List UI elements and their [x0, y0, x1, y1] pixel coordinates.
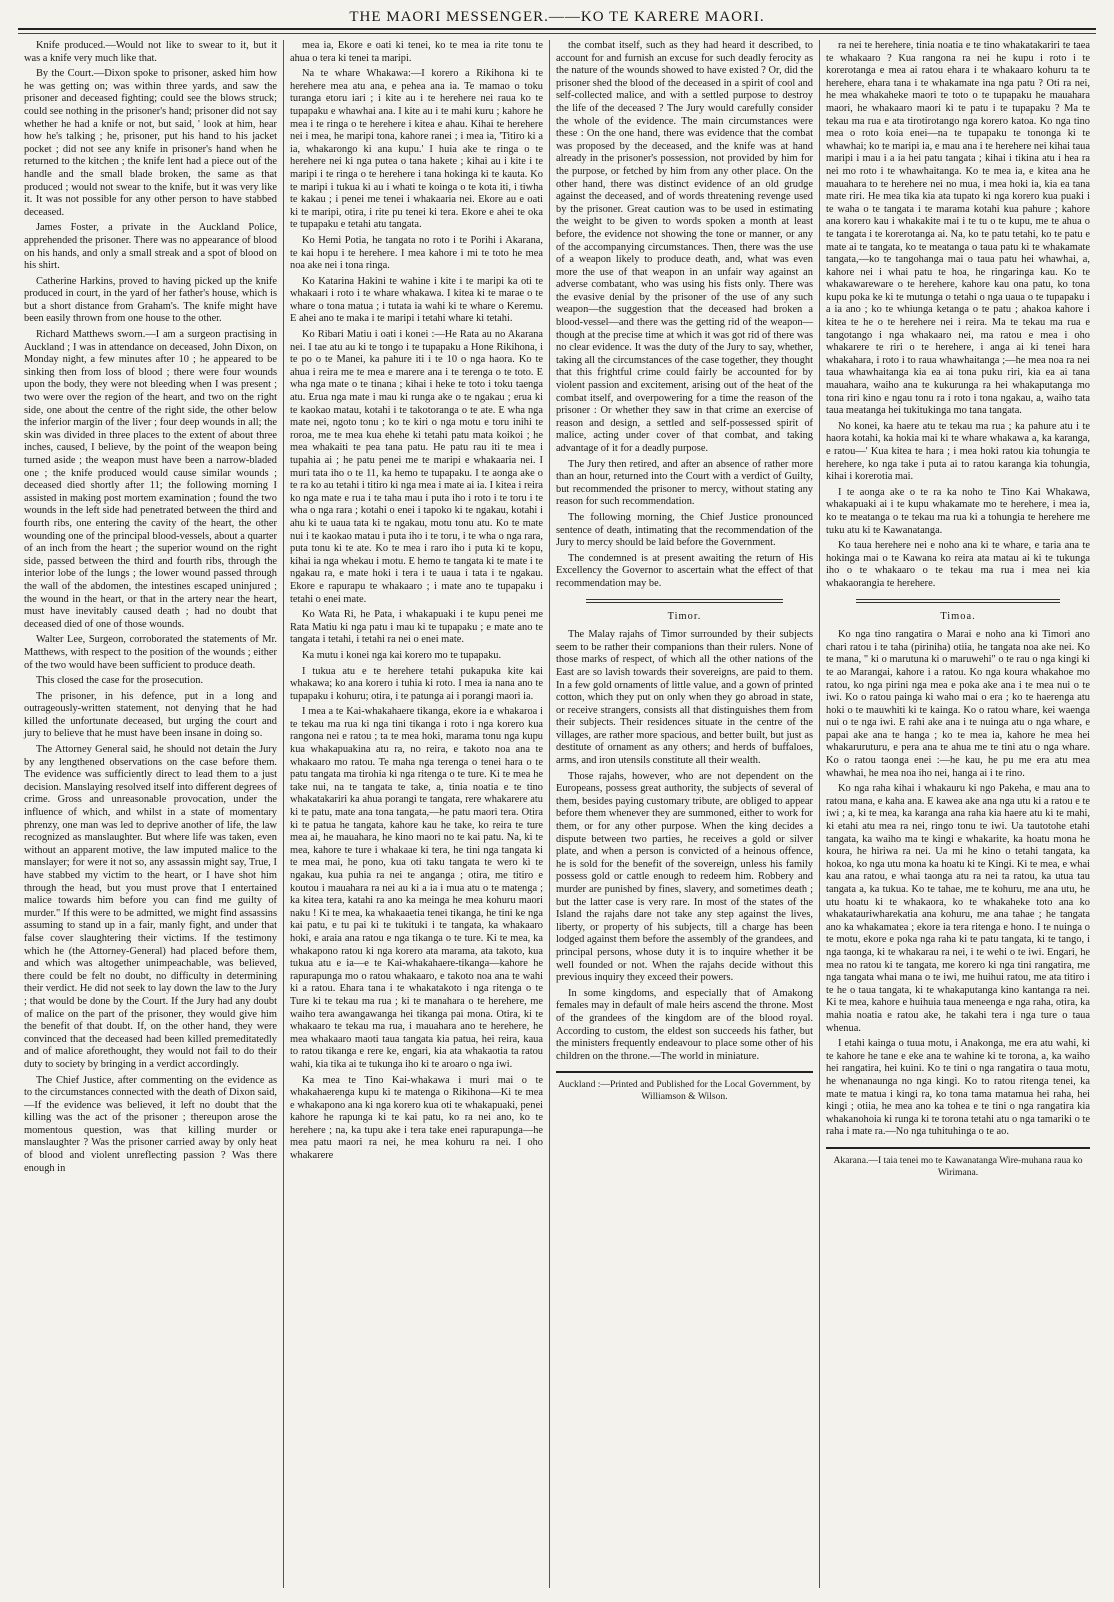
article-paragraph: Ko Ribari Matiu i oati i konei :—He Rata au no Akarana nei. I tae atu au ki te tongo i te tupapaku a Hone Rikihona, i te po o te Manei, ka pahure iti i te 10 o nga haora. Ko te ahua i reira me te mea e marere ana i te terenga o te toto. E wha nga mate o te tinana ; kihai i heke te toto i toku taenga atu. Erua nga mate i mau ki runga ake o te ngakau ; erua ki te kaokao matau, kotahi i te takotoranga o te ate. E wha nga mate nei, ngoto tonu ; ko te kiri o nga motu e toru inihi te roroa, me te mea kua ehehe ki tetahi patu mata koikoi ; he mea whakaiti te pea tana patu. He patu rau iti te mea i tupahia ai ; he patu penei me te maripi e whakaaria nei. I muri tata iho o te 11, ka hemo te tupapaku. I te aonga ake o te ra ko au tetahi i titiro ki nga mea i mate ai ia. I kitea i reira ko nga mate e rua i te taha mau i puta iho i roto i te toru i te wha o nga rara ; kotahi o enei i tapoko ki te ngakau, kotahi i ahu ki te uaua tata ki te ngakau, motu tonu atu. Ko te mate nui i te kaokao matau i puta iho i te toru, i te wha o nga rara, puta tonu ki te ate. Ko te mea i raro iho i puta ki te kopu, kihai ia nga whekau i motu. E hemo te tangata ki te mate i te ngakau ra, e mate hoki i tera i te uaua i tata i te ngakau. Ekore e rapurapu te whakaaro ; i mate ano te tupapaku i tetahi o enei mate.	[290, 329, 543, 605]
article-paragraph: I etahi kainga o tuua motu, i Anakonga, me era atu wahi, ki te kahore he tane e eke ana te wahine ki te torona, a, ka waiho hei rangatira, hei kuini. Ko te tini o nga rangatira o taua motu, he whenanaunga no nga kingi. Ko to ratou ritenga tenei, ka mate te matua i kingi ra, ko tona tama matamua hei raha, hei kingi ; otiia, he mea ano ka tohea e te tini o nga rangatira kia whakanohoia ki runga ki te torona tetahi atu o nga tamariki o te raha i mate ra.—No nga tuhituhinga o te ao.	[826, 1038, 1090, 1138]
article-paragraph: Catherine Harkins, proved to having picked up the knife produced in court, in the yard of her father's house, which is but a short distance from Graham's. The knife might have been easily thrown from one house to the other.	[24, 275, 277, 325]
article-paragraph: The Chief Justice, after commenting on the evidence as to the circumstances connected with the death of Dixon said,—If the evidence was believed, it left no doubt that the killing was the act of the prisoner ; thereupon arose the momentous question, was that killing murder or manslaughter ? Was the prisoner carried away by only heat of blood and violent unreflecting passion ? Was there enough in	[24, 1074, 277, 1174]
printer-imprint: Akarana.—I taia tenei mo te Kawanatanga Wire-muhana raua ko Wirimana.	[826, 1147, 1090, 1179]
article-paragraph: The Malay rajahs of Timor surrounded by their subjects seem to be rather their companions than their rulers. None of those marks of respect, of which all the other nations of the East are so lavish towards their sovereigns, are paid to them. In a few gold ornaments of little value, and a gown of printed cotton, which they put on only when they go abroad in state, or receive strangers, consists all that distinguishes them from their subjects. Their residences situate in the centre of the villages, are rather more spacious, and better built, but just as destitute of ornament as any others; and herds of buffaloes, arms, and iron utensils constitute all their wealth.	[556, 629, 813, 767]
article-paragraph: James Foster, a private in the Auckland Police, apprehended the prisoner. There was no appearance of blood on his hands, and only a small streak and a spot of blood on his shirt.	[24, 222, 277, 272]
article-paragraph: mea ia, Ekore e oati ki tenei, ko te mea ia rite tonu te ahua o tera ki tenei ta maripi.	[290, 40, 543, 64]
article-paragraph: The Attorney General said, he should not detain the Jury by any lengthened observations on the case before them. The evidence was sufficiently direct to lead them to a just decision. Manslaying resolved itself into different degrees of crime. Gross and unreasonable provocation, under the influence of which, and whilst in a state of momentary phrenzy, one man was led to deprive another of life, the law recognized as manslaughter. But where life was taken, even without an apparent motive, the law imputed malice to the manslayer; for were it not so, any assassin might say, True, I have stabbed my victim to the heart, or I have shot him through the head, but you must prove that I entertained malice towards him before you can find me guilty of murder." If this were to be admitted, we might find assassins assuming to stand up in a fair, manly fight, and under that false cover slaughtering their victims. If the testimony which he (the Attorney-General) had placed before them, and which was altogether unimpeachable, was believed, there could be felt no doubt, no difficulty in determining their verdict. He did not seek to lay down the law to the Jury ; that would be done by the Court. If the Jury had any doubt of malice on the part of the prisoner, they would give him the benefit of that doubt. If, on the other hand, they were convinced that the deceased had been killed premeditatedly and of malice aforethought, they would not fail to do their duty to society by bringing in a verdict accordingly.	[24, 744, 277, 1070]
article-paragraph: Those rajahs, however, who are not dependent on the Europeans, possess great authority, the subjects of several of them, besides paying customary tribute, are obliged to appear before them whenever they are summoned, either to work for them, or for any other purpose. When the king decides a dispute between two parties, he receives a gold or silver plate, and when a person is convicted of a heinous offence, he is sold for the benefit of the sovereign, unless his family possess gold or cattle enough to redeem him. Robbery and murder are punished by fines, slavery, and sometimes death ; but the latter case is very rare. In most of the states of the Island the rajahs dare not take any step against the lives, liberty, or property of his subjects, till a charge has been lodged against them before the assembly of the grandees, and principal persons, whose duty it is to inquire whether it be well founded or not. When the rajahs decide without this previous inquiry they exceed their powers.	[556, 770, 813, 984]
article-paragraph: I tukua atu e te herehere tetahi pukapuka kite kai whakawa; ko ana korero i tuhia ki roto. I mea ia nana ano te tupapaku i kohuru; otira, i te patunga ai i porangi maori ia.	[290, 665, 543, 702]
masthead-rule	[18, 30, 1096, 34]
column-4	[820, 40, 1096, 1588]
column-3	[550, 40, 820, 1588]
article-paragraph: Ko nga tino rangatira o Marai e noho ana ki Timori ano chari ratou i te taha (piriniha) otiia, he tangata noa ake nei. Ko te mana, " ki o marutuna ki o maruwehi" o te rau o nga kingi ki te ao Marangai, kahore i a ratou. Ko nga koura whakahoe mo ratou, ko nga pirini nga mea e poka ake ana i te mea nui o te iwi. Ko o ratou painga ki waho mai o era ; ko te haerenga atu hoki o te mauwhiti ki te kainga. Ko o ratou whare, kei waenga nui o te nga iwi. E rahi ake ana i te nuinga atu o nga whare, e papai ake ana te hanga ; ko te mea ia, kahore he mea hei whakaruruturu, e pera ana te ahua me te tini atu o nga whare. Ko o ratou taonga enei :—he kau, he pu me era atu mea whawhai, he mea noa iho nei, hanga ai i te rino.	[826, 629, 1090, 779]
article-paragraph: Ko Hemi Potia, he tangata no roto i te Porihi i Akarana, te kai hopu i te herehere. I mea kahore i mi te toto he mea noa ake nei i tona ringa.	[290, 234, 543, 272]
article-paragraph: In some kingdoms, and especially that of Amakong females may in default of male heirs ascend the throne. Most of the grandees of the kingdom are of the blood royal. According to custom, the eldest son succeeds his father, but the ministers frequently endeavour to place some other of his children on the throne.—The world in miniature.	[556, 987, 813, 1062]
article-paragraph: I mea a te Kai-whakahaere tikanga, ekore ia e whakaroa i te tekau ma rua ki nga tini tikanga i roto i nga korero kua rangona nei e ratou ; ta te mea hoki, marama tonu nga kupu kua whakapuakina atu ra, no reira, e takoto noa ana te whakaaro mo ratou. Te maha nga terenga o tenei hara o te patu tangata ma tirohia ki nga ritenga o te ture. Ki te mea he take nui, na te tangata te take, a, tinia noatia e te tino whakatakariri ka ahua porangi te tangata, rere whakarere atu ki te patu, mate ana tona tangata,—he patu maori tera. Otira ki te patua he tangata, kahore kau he take, ko reira te ture mea ai, he mauahara, he kino maori no te kai patu. Na, ki te mea, kahore te ture i whakaae ki tera, he tini nga tangata ki te mea mai, he pono, kua oti taku tangata te wero ki te ngakau, kua puhia ra nei te anganga ; otira, me titiro e koutou i mauahara ra nei au ki a ia i mua atu o te matenga ; ka kitea tera, katahi ra ano ka meinga he mea kohuru maori naku ! Ki te mea, ka whakaaetia tenei tikanga, he tini ke nga kai patu, e tu pai ki te tukituki i te tangata, ka whakaaro hoki, e araia ana ratou e nga tikanga o te ture. Ki te mea, ka whakapono ratou ki nga korero ata marama, ata takoto, kua tukua atu e ia—e te Kai-whakahaere-tikanga—kahore he rapurapunga mo o ratou whakaaro, e takoto noa ana te wahi ki a ratou. Ehara tana i te whakatakoto i nga ritenga o te Ture ki te tekau ma rua ; ki te manahara o te herehere, me waiho tera awangawanga hei tikanga pai mona. Otira, ki te whakaaro te tekau ma rua, i mauahara ano te herehere, he mea whakaaro maoti taua tangata kia patua, hei reira, kaua to ratou tikanga e rere ke, engari, kia ata whakaotia ta ratou wahi, kia tika ai te tukunga iho ki te aroaro o nga iwi.	[290, 706, 543, 1070]
column-1	[18, 40, 284, 1588]
columns	[18, 40, 1096, 1588]
section-divider	[586, 599, 783, 603]
article-paragraph: No konei, ka haere atu te tekau ma rua ; ka pahure atu i te haora kotahi, ka hokia mai ki te whare whakawa a, ka karanga, e ratou—' Kua kitea te hara ; i mea hoki ratou kia tohungia te herehere, ko nga take i puta ai to ratou karanga kia tohungia, kihai i korerotia mai.	[826, 420, 1090, 483]
article-paragraph: The following morning, the Chief Justice pronounced sentence of death, intimating that the recommendation of the Jury to mercy should be laid before the Government.	[556, 511, 813, 549]
article-paragraph: Ka mea te Tino Kai-whakawa i muri mai o te whakahaerenga kupu ki te matenga o Rikihona—Ki te mea e whakapono ana ki nga korero kua oti te whakapuaki, penei kahore he rapunga ki te kai patu, ko ra nei ano, ko te herehere ; na, ka tupu ake i tera take enei rapurapunga—he mea patu maori ra nei, he mea kohuru ra nei. I oho whakarere	[290, 1074, 543, 1162]
article-paragraph: Ko Wata Ri, he Pata, i whakapuaki i te kupu penei me Rata Matiu ki nga patu i mau ki te tupapaku ; e mate ano te tangata i tetahi, i tetahi ra nei o enei mate.	[290, 609, 543, 646]
column-2	[284, 40, 550, 1588]
article-paragraph: ra nei te herehere, tinia noatia e te tino whakatakariri te taea te whakaaro ? Kua rangona ra nei he kupu i roto i te korerotanga e mea ai ratou ehara i te whakaaro kohuru ta te herehere, ehara tana i te whakamate ina nga patu ? Oti ra nei, he mea whakaheke maori te toto o te tupapaku he mauahara maori, he whakaaro maori ki te patu i te tupapaku ? Ma te tekau ma rua e ata tirotirotango nga korero katoa. Ko nga tino mea o roto koia enei—na te tupapaku te tononga ki te whawhai; ko te maripi ia, e mau ana i te herehere nei kihai taua maripi i mau i a ia hei patu tangata ; kihai i tikina atu i hea ra nei mo roto i te whawhaitanga. Ko te mea ia, e kitea ana he mauahara to te herehere nei no mua, i mea hoki ia, kia ea tana mate riri. He mea tika kia ata tupato ki nga korero kua puaki i te waha o te tangata i te marama kotahi kua pahure ; kahore ana korero kau i whakakite mai i te tu o te kupu, me te ahua o te tangata i te korerotanga ai. Na, ko te patu tetahi, ko te patu e mate ai te tangata, ko te meatanga o taua patu ki te whakamate tangata,—ko te tangohanga mai o taua patu hei whawhai, a, kahore nei i whai patu te hoa, he ringaringa kau. Ko te whakawareware o te herehere, kahore kau ona patu, ko tona kupu poka ke ki te mutunga o tetahi o nga uaua o te tupapaku i a ia ano ; ko te whiunga ketanga o te patu ; ahakoa kahore i kitea te he o te herehere nei i reira. Ma te tekau ma rua e tangotango i nga whakaaro nei, ma ratou e mea i oho whakarere te riri o te herehere, i anga ai ki tenei hara whakahara, i roto i to raua whawhaitanga ;—he mea noa ra nei taua whawhaitanga kia ea ai tona puku riri, kia ea ai tana mauahara, waiho ana te kukurunga ra hei whakaputanga mo tona riri kino e ngau tonu ra i roto i tona ngakau, a, waiho tata taua meatanga hei tukitukinga mo tana tangata.	[826, 40, 1090, 417]
printer-imprint: Auckland :—Printed and Published for the Local Government, by Williamson & Wilson.	[556, 1071, 813, 1103]
article-paragraph: Ko nga raha kihai i whakauru ki ngo Pakeha, e mau ana to ratou mana, e kaha ana. E kawea ake ana nga utu ki a ratou e te iwi ; a, ki te mea, ka karanga ana raha kia haere atu ki te mahi, ki etahi atu mea ra nei, ringo tonu te iwi. Ua tautotohe etahi tangata, ka waiho ma te kingi e whakarite, ka hoatu mona he koura, he hiriwa ra nei. Ua mi he kino o tetahi tangata, ka hokoa, ko nga utu mona ka hoatu ki te Kingi. Ki te mea, e whai kau ana ratou, e whai taonga atu ra nei ta ratou, ka utua tau tangata a, ka tukua. Ko te tahae, me te kohuru, me ana utu, he utu hoatu ki te whakaora, ko te whakaheke toto ana ko whakatauriwharekatia ana kohuru, me ana tahae ; he tangata ano ka whakamatea ; ekore ia tera ritenga e hono. I te nuinga o te motu, ekore e poka nga raha ki te patu tangata, ki te tango, i nga taonga, ki te whakarau ra nei, i te wehi o te iwi. Engari, he mea no ratou ki te tangata, me korero ki nga tini rangatira, me nga tangata whai mana o te iwi, me huihui ratou, me ata titiro i te he o taua tangata, ki te whakaputanga kino kantanga ra nei. Ki te mea, kahore e huihuia taua meneenga e nga raha, otira, ka mahia noatia e ratou ake, he takahi tera i nga ture o taua whenua.	[826, 783, 1090, 1034]
article-paragraph: the combat itself, such as they had heard it described, to account for and furnish an excuse for such deadly ferocity as the nature of the wounds showed to have existed ? Or, did the prisoner shed the blood of the deceased in a spirit of cool and self-collected malice, and with a settled purpose to destroy the life of the deceased ? The Jury would carefully consider the whole of the evidence. The main circumstances were these : On the one hand, there was evidence that the combat was proposed by the deceased, and the knife was at hand already in the prisoner's possession, not provided by him for the purpose, or fetched by him from any other place. On the other hand, there was distinct evidence of an old grudge against the deceased, and of words threatening revenge used by the prisoner. Great caution was to be used in estimating the weight to be given to words spoken a month at least before, the evidence not showing the tone or manner, or any of the accompanying circumstances. Then, there was the use of a weapon likely to produce death, and, what was even more the use of that weapon in an unfair way against an adverse combatant, who was using his fists only. There was the evasive denial by the prisoner of the use of any such weapon—the suggestion that the deceased had broken a blood-vessel—and there was the getting rid of the weapon—though at the precise time at which it was got rid of there was no clear evidence. It was the duty of the Jury to say, whether, taking all the circumstances of the case together, they thought that this frightful crime could fairly be accounted for by violent passion and excitement, arising out of the heat of the combat itself, and overpowering for a time the reason of the prisoner : Or whether they saw in that crime an exercise of reason and design, a settled and self-possessed spirit of malice, acting under cover of that combat, and taking advantage of it for a deadly purpose.	[556, 40, 813, 454]
article-paragraph: Ko Katarina Hakini te wahine i kite i te maripi ka oti te whakaari i roto i te whare whakawa. I kitea ki te marae o te whare o tona matua ; i tutata ia wahi ki te whare o Keremu. E ahei ano te maka i te maripi i tetahi whare ki tetahi.	[290, 275, 543, 325]
article-paragraph: By the Court.—Dixon spoke to prisoner, asked him how he was getting on; was within three yards, and saw the prisoner and deceased fighting; could see the blows struck; could see nothing in the prisoner's hand; prisoner did not say whether he had a knife or not, but said, ' look at him, hear how he's talking ; he, prisoner, put his hand to his jacket pocket ; did not see any knife in prisoner's hand when he returned to the kitchen ; the knife lent had a piece out of the handle and the small blade broken, the same as that produced ; would not swear to the knife, but it was very like it. It was not possible for any other person to have stabbed deceased.	[24, 68, 277, 218]
article-paragraph: I te aonga ake o te ra ka noho te Tino Kai Whakawa, whakapuaki ai i te kupu whakamate mo te herehere, i mea ia, ko te meatanga o te tekau ma rua ki a tohungia te herehere me tuku atu ki te Kawanatanga.	[826, 486, 1090, 536]
section-divider	[856, 599, 1060, 603]
article-paragraph: Richard Matthews sworn.—I am a surgeon practising in Auckland ; I was in attendance on deceased, John Dixon, on Monday night, a few minutes after 10 ; he appeared to be sinking then from loss of blood ; there were four wounds upon the body, they were not bleeding when I was present ; two were over the region of the heart, and two on the right side, one about the centre of the right side, the other below the inferior margin of the liver ; four deep wounds in all; the skin was divided in three places to the extent of about three inches, caused, I believe, by the point of the weapon being turned aside ; the weapon must have been a narrow-bladed one ; the knife produced would cause similar wounds ; deceased died shortly after 11; the following morning I assisted in making post mortem examination ; found the two wounds in the left side had penetrated between the third and fourth ribs, one entering the cavity of the heart, the other wounding one of the principal blood-vessels, about a quarter of an inch from the heart ; the superior wound on the right side, passed between the third and fourth ribs, through the interior lobe of the lungs ; the lower wound passed through the wall of the abdomen, the intestines escaped uninjured ; the wound in the heart, or that in the artery near the heart, must have inevitably caused death ; had no doubt that deceased died of one of those wounds.	[24, 329, 277, 630]
article-paragraph: Ko taua herehere nei e noho ana ki te whare, e taria ana te hokinga mai o te Kawana ko reira ata matau ai ki te tukunga iho o te whakaaro o te tekau ma rua i mea nei kia whakaorangia te herehere.	[826, 540, 1090, 589]
article-paragraph: Walter Lee, Surgeon, corroborated the statements of Mr. Matthews, with respect to the position of the wounds ; either of the two would have been sufficient to produce death.	[24, 634, 277, 671]
article-paragraph: The prisoner, in his defence, put in a long and outrageously-written statement, not denying that he had killed the unfortunate deceased, but urging the court and jury to believe that he must have been insane in doing so.	[24, 690, 277, 740]
article-paragraph: The condemned is at present awaiting the return of His Excellency the Governor to ascertain what the effect of that recommendation may be.	[556, 552, 813, 589]
section-heading: Timor.	[667, 610, 702, 622]
article-paragraph: Knife produced.—Would not like to swear to it, but it was a knife very much like that.	[24, 40, 277, 64]
article-paragraph: The Jury then retired, and after an absence of rather more than an hour, returned into the Court with a verdict of Guilty, but recommended the prisoner to mercy, without stating any reason for such recommendation.	[556, 458, 813, 508]
article-paragraph: This closed the case for the prosecution.	[36, 675, 204, 687]
masthead: THE MAORI MESSENGER.——KO TE KARERE MAORI.	[18, 6, 1096, 30]
article-paragraph: Ka mutu i konei nga kai korero mo te tupapaku.	[302, 649, 502, 661]
article-paragraph: Na te whare Whakawa:—I korero a Rikihona ki te herehere mea atu ana, e pehea ana ia. Te mamao o toku turanga etoru iari ; i kite au i te herehere nei raua ko te tupapaku e whawhai ana. I kite au i te mahi kuru ; kahore he mea i te ringa o te herehere i kitea e ahau. Kihai te herehere nei i mea, he maripi tona, kahore ranei ; i mea ia, 'Titiro ki a ia, whakarongo ki ana kupu.' I huia ake te ringa o te herehere nei ki nga putea o tana hakete ; kihai au i kite i te maripi i te ringa o te herehere i tana hokinga ki te kauta. Ko te maripi i tukua ki au i whati te koinga o te kota iti, i tiwha te kakau ; i penei me tenei i whakaaria nei. Ekore au e oati ki te maripi, otira, i rite pu tenei ki tera. Ekore e ahei te oka te tupapaku e tetahi atu tangata.	[290, 68, 543, 231]
section-heading: Timoa.	[940, 610, 976, 622]
